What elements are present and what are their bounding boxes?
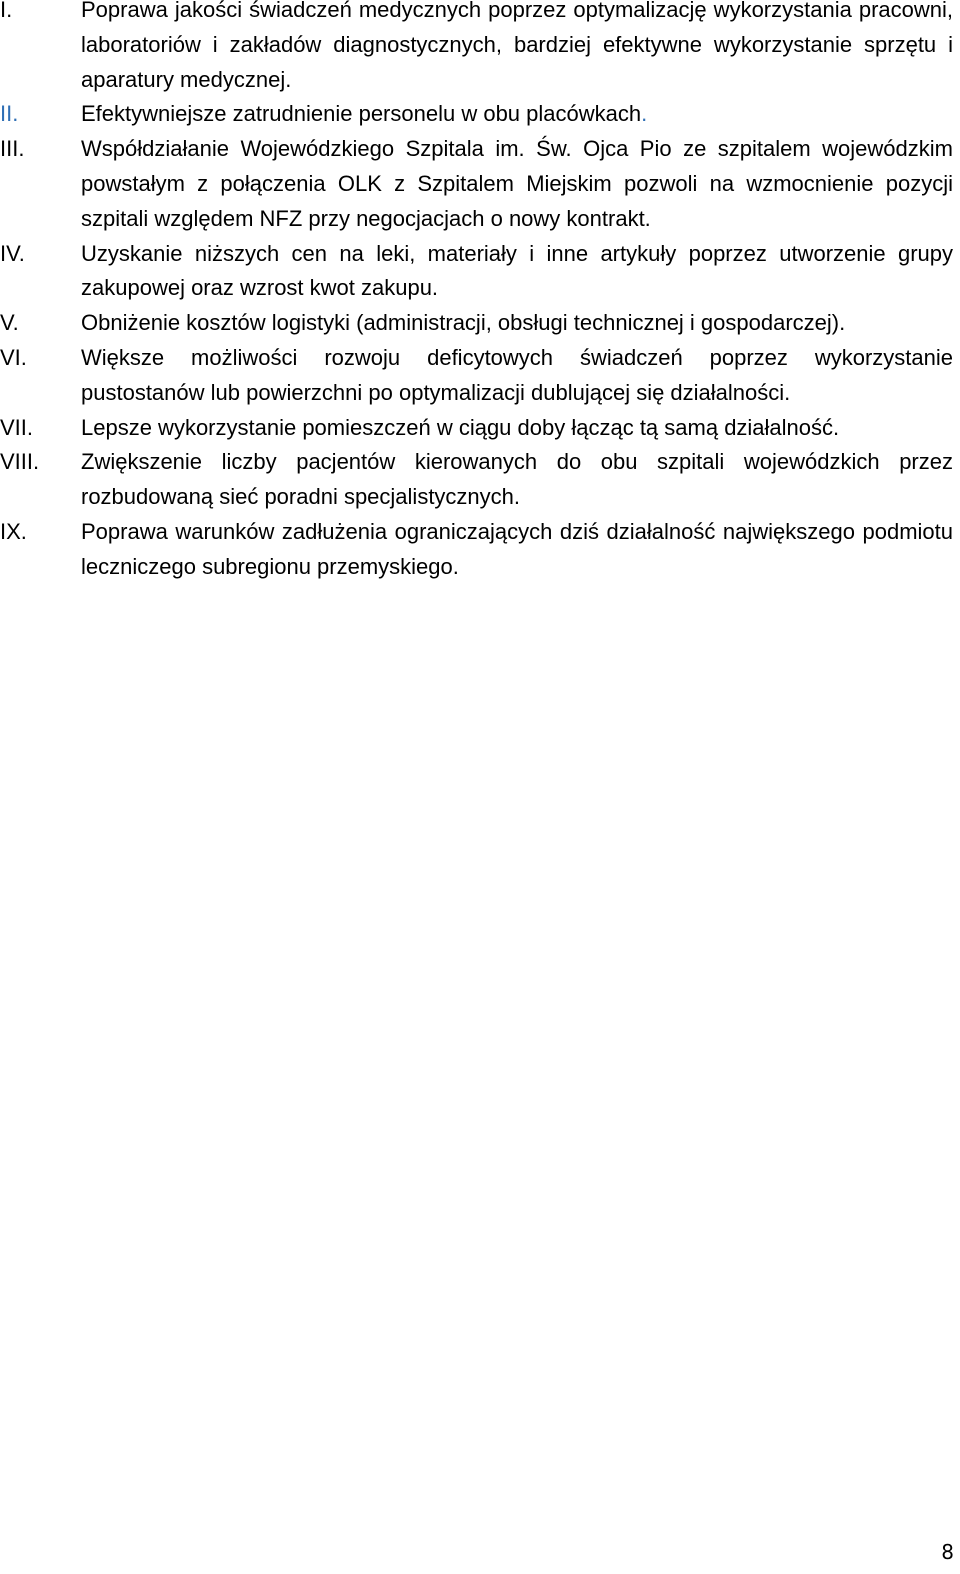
list-item bbox=[0, 515, 953, 585]
list-item-text-trailing: . bbox=[641, 101, 648, 127]
list-numeral: IV. bbox=[0, 240, 25, 266]
list-item-text: Lepsze wykorzystanie pomieszczeń w ciągu doby łącząc tą samą działalność. bbox=[81, 414, 840, 440]
list-item bbox=[0, 341, 953, 411]
list-item bbox=[0, 237, 953, 307]
list-item bbox=[0, 132, 953, 236]
list-numeral: VII. bbox=[0, 414, 34, 440]
list-numeral: V. bbox=[0, 310, 19, 336]
list-numeral: III. bbox=[0, 136, 25, 162]
list-item bbox=[0, 306, 953, 341]
list-item bbox=[0, 411, 953, 446]
list-numeral: II. bbox=[0, 101, 19, 127]
list-item bbox=[0, 97, 953, 132]
list-item bbox=[0, 445, 953, 515]
list-item bbox=[0, 0, 953, 97]
list-item-text: Większe możliwości rozwoju deficytowych świadczeń poprzez wykorzystanie pustostanów lub powierzchni po optymalizacji dublującej się działalności. bbox=[81, 344, 953, 405]
list-item-text: Współdziałanie Wojewódzkiego Szpitala im. Św. Ojca Pio ze szpitalem wojewódzkim powstałym z połączenia OLK z Szpitalem Miejskim pozwoli na wzmocnienie pozycji szpitali względem NFZ przy negocjacjach o nowy kontrakt. bbox=[81, 136, 953, 231]
list-numeral: I. bbox=[0, 0, 13, 22]
list-item-text: Poprawa warunków zadłużenia ograniczających dziś działalność największego podmiotu leczniczego subregionu przemyskiego. bbox=[81, 518, 953, 579]
list-numeral: VIII. bbox=[0, 449, 40, 475]
list-item-text: Obniżenie kosztów logistyki (administracji, obsługi technicznej i gospodarczej). bbox=[81, 310, 846, 336]
list-item-text bbox=[81, 97, 953, 132]
list-numeral: VI. bbox=[0, 344, 27, 370]
list-item-text: Uzyskanie niższych cen na leki, materiały i inne artykuły poprzez utworzenie grupy zakupowej oraz wzrost kwot zakupu. bbox=[81, 240, 953, 301]
list-item-text-body: Efektywniejsze zatrudnienie personelu w obu placówkach bbox=[81, 101, 642, 127]
numbered-list bbox=[0, 0, 953, 585]
list-item-text: Zwiększenie liczby pacjentów kierowanych do obu szpitali wojewódzkich przez rozbudowaną sieć poradni specjalistycznych. bbox=[81, 449, 953, 510]
list-numeral: IX. bbox=[0, 518, 27, 544]
page-number: 8 bbox=[941, 1540, 954, 1564]
list-item-text: Poprawa jakości świadczeń medycznych poprzez optymalizację wykorzystania pracowni, laboratoriów i zakładów diagnostycznych, bardziej efektywne wykorzystanie sprzętu i aparatury medycznej. bbox=[81, 0, 953, 92]
